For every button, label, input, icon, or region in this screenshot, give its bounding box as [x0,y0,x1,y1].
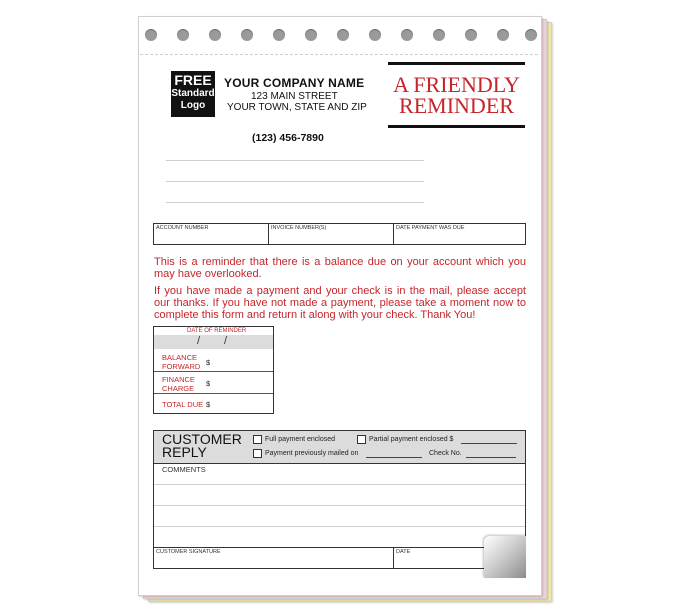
binding-hole [337,29,349,41]
finance-charge-label [162,375,195,393]
divider [154,393,273,394]
address-line [166,202,424,203]
title-rule-bottom [388,125,525,128]
balance-forward-label [162,353,200,371]
company-logo [171,71,215,117]
divider [268,223,269,245]
check-number-field[interactable] [466,457,516,458]
account-info-row [153,223,526,245]
company-name: YOUR COMPANY NAME [224,76,365,90]
comments-line[interactable] [154,505,525,506]
previously-mailed-label: Payment previously mailed on [265,450,359,457]
page-curl [484,536,526,578]
logo-text: Logo [180,100,206,111]
logo-text: FREE [174,72,212,88]
divider [154,463,525,464]
binding-hole [401,29,413,41]
total-due-label: TOTAL DUE [162,400,204,409]
balance-forward-amount[interactable]: $ [206,358,211,367]
company-city: YOUR TOWN, STATE AND ZIP [227,102,367,113]
total-due-amount[interactable]: $ [206,400,211,409]
comments-line[interactable] [154,484,525,485]
binding-hole [273,29,285,41]
label-line: FORWARD [162,362,201,371]
title-rule-top [388,62,525,65]
full-payment-checkbox[interactable] [253,435,262,444]
label-line: BALANCE [162,353,198,362]
perforation-line [140,54,538,55]
comments-line[interactable] [154,526,525,527]
title-line: REMINDER [399,93,514,118]
address-line [166,160,424,161]
divider [154,371,273,372]
binding-hole [497,29,509,41]
divider [154,547,525,548]
binding-hole [209,29,221,41]
customer-signature-field[interactable]: CUSTOMER SIGNATURE [156,549,221,555]
date-field[interactable]: DATE [396,549,411,555]
binding-hole [241,29,253,41]
binding-hole [465,29,477,41]
address-line [166,181,424,182]
title-line: CUSTOMER [162,431,242,447]
date-of-reminder-label: DATE OF REMINDER [187,328,247,334]
date-slash: / [224,335,228,347]
label-line: FINANCE [162,375,195,384]
divider [393,547,394,569]
comments-label: COMMENTS [162,465,206,474]
previously-mailed-checkbox[interactable] [253,449,262,458]
title-line: A FRIENDLY [393,72,520,97]
company-phone: (123) 456-7890 [252,132,324,144]
mailed-date-field[interactable] [366,457,422,458]
partial-payment-checkbox[interactable] [357,435,366,444]
full-payment-label: Full payment enclosed [265,436,336,443]
page-title [388,74,525,116]
title-line: REPLY [162,444,207,460]
binding-hole [433,29,445,41]
date-of-reminder-header [154,335,273,349]
account-number-field[interactable]: ACCOUNT NUMBER [156,225,209,231]
invoice-number-field[interactable]: INVOICE NUMBER(S) [271,225,327,231]
divider [393,223,394,245]
binding-hole [145,29,157,41]
reminder-message: This is a reminder that there is a balance due on your account which you may have overlooked. [154,256,526,280]
binding-hole [525,29,537,41]
partial-amount-field[interactable] [461,443,517,444]
customer-reply-title [162,433,242,459]
check-number-label: Check No. [429,450,462,457]
label-line: CHARGE [162,384,195,393]
partial-payment-label: Partial payment enclosed $ [369,436,454,443]
binding-hole [369,29,381,41]
binding-hole [177,29,189,41]
logo-text: Standard [171,88,215,99]
finance-charge-amount[interactable]: $ [206,379,211,388]
date-due-field[interactable]: DATE PAYMENT WAS DUE [396,225,465,231]
payment-message: If you have made a payment and your check is in the mail, please accept our thanks. If you have not made a payment, please take a moment now to complete this form and return it along with your check. Thank You! [154,285,526,321]
date-slash: / [197,335,201,347]
binding-hole [305,29,317,41]
company-street: 123 MAIN STREET [251,91,338,102]
